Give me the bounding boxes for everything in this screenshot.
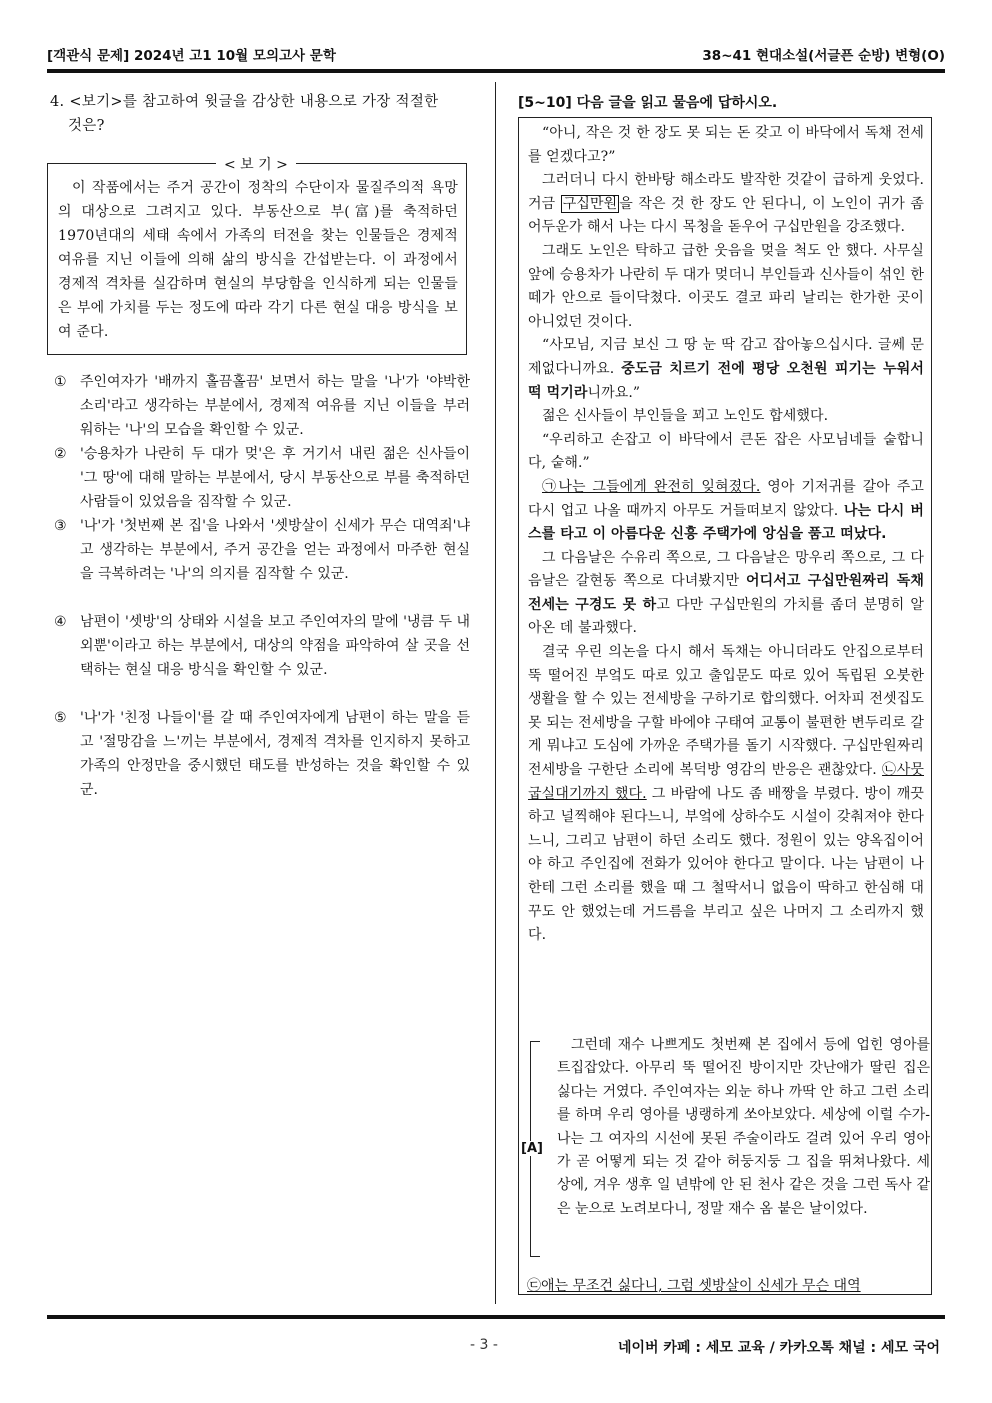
passage-paragraph <box>528 429 924 476</box>
bogi-text: 이 작품에서는 주거 공간이 정착의 수단이자 물질주의적 욕망의 대상으로 그려지고 있다. 부동산으로 부(富)를 축적하던 1970년대의 세태 속에서 가족의 터전을 찾는 인물들은 경제적 여유를 지닌 이들에 의해 삶의 방식을 간섭받는다. 이 과정에서 경제적 격차를 실감하며 현실의 부당함을 인식하게 되는 인물들은 부에 가치를 두는 정도에 따라 각기 다른 현실 대응 방식을 보여 준다. <box>58 180 458 340</box>
underlined-mark-b: ㉡사뭇 굽실대기까지 했다. <box>528 762 924 802</box>
bracket-a-text <box>557 1034 930 1221</box>
passage-paragraph <box>528 334 924 405</box>
choice-text: 남편이 '셋방'의 상태와 시설을 보고 주인여자의 말에 '냉큼 두 내외뿐'이라고 하는 부분에서, 대상의 약점을 파악하여 살 곳을 선택하는 현실 대응 방식을 확인할 수 있군. <box>80 614 470 678</box>
footer-credit: 네이버 카페 : 세모 교육 / 카카오톡 채널 : 세모 국어 <box>617 1340 940 1356</box>
question-line-2: 것은? <box>68 118 105 134</box>
passage-paragraph <box>528 169 924 240</box>
header-right-title: 38~41 현대소설(서글픈 순방) 변형(O) <box>702 48 945 64</box>
passage-text-run: 그러더니 다시 한바탕 해소라도 발작한 것같이 급하게 웃었다. 거금 <box>528 172 924 212</box>
choice-text: '승용차가 나란히 두 대가 멎'은 후 거기서 내린 젊은 신사들이 '그 땅'에 대해 말하는 부분에서, 당시 부동산으로 부를 축적하던 사람들이 있었음을 짐작할 수 있군. <box>80 446 470 510</box>
question-line-1: 4. <보기>를 참고하여 윗글을 감상한 내용으로 가장 적절한 <box>50 94 439 110</box>
page-header <box>47 44 945 66</box>
choice-number: ③ <box>54 518 67 534</box>
passage-text-run: 결국 우린 의논을 다시 해서 독채는 아니더라도 안집으로부터 뚝 떨어진 부엌도 따로 있고 출입문도 따로 있어 독립된 오붓한 생활을 할 수 있는 전세방을 구하기로 합의했다. 어차피 전셋집도 못 되는 전세방을 구할 바에야 구태여 교통이 불편한 변두리로 갈 게 뭐냐고 도심에 가까운 주택가를 돌기 시작했다. 구십만원짜리 전세방을 구한단 소리에 복덕방 영감의 반응은 괜찮았다. <box>528 644 924 779</box>
choice-number: ① <box>54 374 67 390</box>
bracket-a-label: [A] <box>521 1141 543 1156</box>
passage-text-run: 그 다음날은 수유리 쪽으로, 그 다음날은 망우리 쪽으로, 그 다음날은 갈현동 쪽으로 다녀봤지만 <box>528 549 924 590</box>
bold-phrase: 나는 다시 버스를 타고 이 아름다운 신흥 주택가에 앙심을 품고 떠났다. <box>528 502 924 543</box>
passage-paragraph <box>528 405 924 429</box>
passage-instruction: [5~10] 다음 글을 읽고 물음에 답하시오. <box>518 95 778 111</box>
passage-paragraph <box>528 547 924 641</box>
header-left-title: [객관식 문제] 2024년 고1 10월 모의고사 문학 <box>47 48 336 64</box>
question-4-stem <box>50 90 480 138</box>
passage-last-line <box>527 1275 927 1297</box>
choice-number: ⑤ <box>54 710 67 726</box>
passage-text-run: 그래도 노인은 탁하고 급한 웃음을 멎을 척도 안 했다. 사무실 앞에 승용차가 나란히 두 대가 멎더니 부인들과 신사들이 섞인 한 떼가 안으로 들이닥쳤다. 이곳도 결코 파리 날리는 한가한 곳이 아니었던 것이다. <box>528 242 924 330</box>
boxed-word: 구십만원 <box>562 195 618 212</box>
passage-text-run: 영아 기저귀를 갈아 주고 다시 업고 나올 때까지 아무도 거들떠보지 않았다. <box>528 478 924 519</box>
underlined-mark-a: ㉠나는 그들에게 완전히 잊혀졌다. <box>542 478 761 495</box>
passage-paragraph <box>528 122 924 169</box>
choice-text: 주인여자가 '배까지 홀끔홀끔' 보면서 하는 말을 '나'가 '야박한 소리'라고 생각하는 부분에서, 경제적 여유를 지닌 이들을 부러워하는 '나'의 모습을 확인할 수 있군. <box>80 374 470 438</box>
underlined-mark-c: ㉢애는 무조건 싫다니, 그럼 셋방살이 신세가 무슨 대역 <box>527 1278 861 1294</box>
passage-text-run: 을 작은 것 한 장도 안 된다니, 이 노인이 귀가 좀 어두운가 해서 나는 다시 목청을 돋우어 구십만원을 강조했다. <box>528 195 924 236</box>
choice-2[interactable] <box>50 442 470 514</box>
passage-paragraph <box>528 641 924 948</box>
passage-text-run: 고 다만 구십만원의 가치를 좀더 분명히 알아온 데 불과했다. <box>528 596 924 637</box>
passage-dialogue: “아니, 작은 것 한 장도 못 되는 돈 갖고 이 바닥에서 독채 전세를 얻겠다고?” <box>528 125 924 165</box>
bottom-rule <box>47 1315 945 1319</box>
passage-text-run: “사모님, 지금 보신 그 땅 눈 딱 감고 잡아놓으십시다. 글쎄 문제없다니까요. <box>528 337 924 377</box>
passage-paragraph <box>528 476 924 547</box>
bogi-box <box>47 157 467 355</box>
passage-text-run: 니까요.” <box>587 384 641 401</box>
top-rule <box>47 69 945 73</box>
passage-text <box>528 122 924 948</box>
choice-number: ④ <box>54 614 67 630</box>
bold-phrase: 어디서고 구십만원짜리 독채 전세는 구경도 못 하 <box>528 573 925 613</box>
passage-dialogue: “우리하고 손잡고 이 바닥에서 큰돈 잡은 사모님네들 숱합니다, 숱해.” <box>528 431 924 472</box>
page-number: - 3 - <box>470 1337 498 1353</box>
passage-text-run: 그 바람에 나도 좀 배짱을 부렸다. 방이 깨끗하고 널찍해야 된다느니, 부엌에 상하수도 시설이 갖춰져야 한다느니, 그리고 남편이 하던 소리도 했다. 정원이 있는 양옥집이어야 하고 주인집에 전화가 있어야 한다고 말이다. 나는 남편이 나한테 그런 소리를 했을 때 그 철딱서니 없음이 딱하고 한심해 대꾸도 안 했었는데 거드름을 부리고 싶은 나머지 그 소리까지 했다. <box>528 785 924 944</box>
bogi-label: < 보 기 > <box>216 154 296 174</box>
passage-text-run: 젊은 신사들이 부인들을 꾀고 노인도 합세했다. <box>542 408 829 425</box>
choice-text: '나'가 '첫번째 본 집'을 나와서 '셋방살이 신세가 무슨 대역죄'냐고 생각하는 부분에서, 주거 공간을 얻는 과정에서 마주한 현실을 극복하려는 '나'의 의지를 짐작할 수 있군. <box>80 518 470 582</box>
choice-4[interactable] <box>50 610 470 706</box>
bracket-a-content: 그런데 재수 나쁘게도 첫번째 본 집에서 등에 업힌 영아를 트집잡았다. 아무리 뚝 떨어진 방이지만 갓난애가 딸린 집은 싫다는 거였다. 주인여자는 외눈 하나 까딱 안 하고 그런 소리를 하며 우리 영아를 냉랭하게 쏘아보았다. 세상에 이럴 수가- 나는 그 여자의 시선에 못된 주술이라도 걸려 있어 우리 영아가 곧 어떻게 되는 것 같아 허둥지둥 그 집을 뛰쳐나왔다. 세상에, 겨우 생후 일 년밖에 안 된 천사 같은 것을 그런 독사 같은 눈으로 노려보다니, 정말 재수 옴 붙은 날이었다. <box>557 1037 930 1217</box>
bold-phrase: 중도금 치르기 전에 평당 오천원 피기는 누워서 떡 먹기라 <box>528 360 924 401</box>
passage-paragraph <box>528 240 924 334</box>
choice-5[interactable] <box>50 706 470 802</box>
column-divider <box>495 82 496 1304</box>
choice-1[interactable] <box>50 370 470 442</box>
answer-choices <box>50 370 470 802</box>
choice-number: ② <box>54 446 67 462</box>
choice-3[interactable] <box>50 514 470 610</box>
choice-text: '나'가 '친정 나들이'를 갈 때 주인여자에게 남편이 하는 말을 듣고 '절망감을 느'끼는 부분에서, 경제적 격차를 인지하지 못하고 가족의 안정만을 중시했던 태도를 반성하는 것을 확인할 수 있군. <box>80 710 470 798</box>
